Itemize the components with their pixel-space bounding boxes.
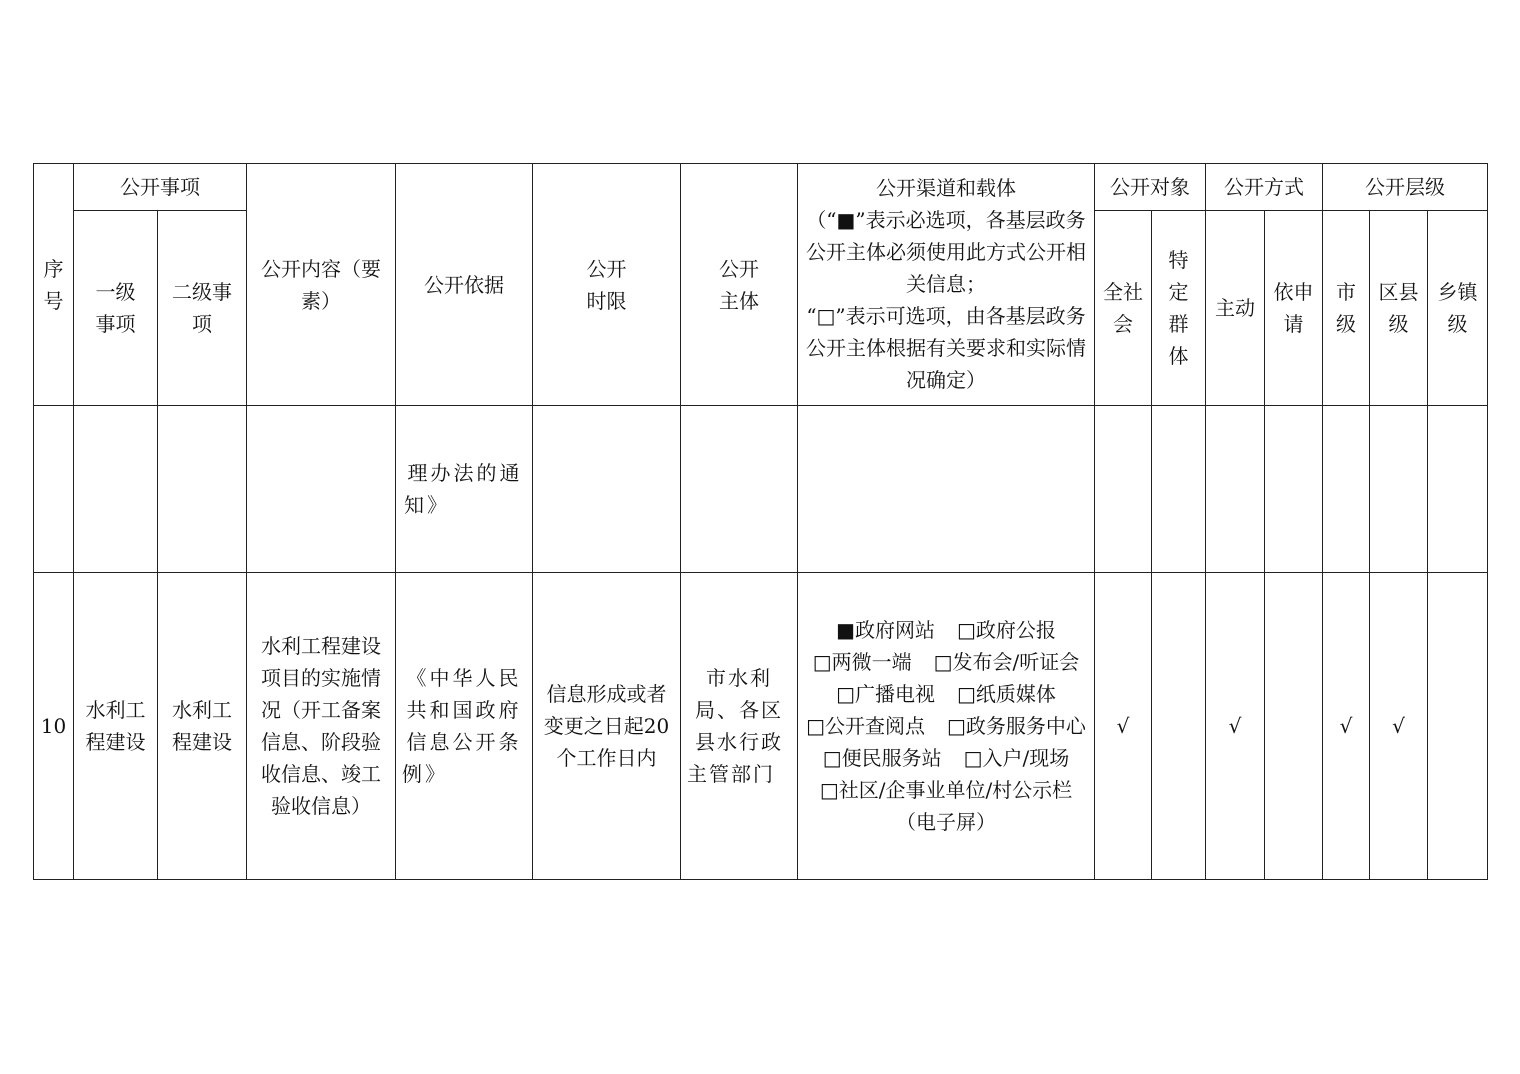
row10-time-limit: 信息形成或者变更之日起20个工作日内: [533, 573, 681, 880]
header-subject-line1: 公开: [719, 256, 759, 281]
row-10: [34, 573, 1488, 880]
cont-level-town: [1428, 406, 1488, 573]
channel-convenience-station: □便民服务站: [822, 746, 942, 770]
channel-line-1: [802, 614, 1090, 646]
header-row-1: [34, 164, 1488, 211]
cont-method-request: [1265, 406, 1323, 573]
row10-subject: 市水利局、各区县水行政主管部门: [681, 573, 798, 880]
row10-method-active: √: [1206, 573, 1265, 880]
cont-level2: [158, 406, 247, 573]
disclosure-table: [33, 163, 1488, 880]
header-target-specific: 特定群体: [1152, 211, 1206, 406]
channel-two-wei-one-duan: □两微一端: [812, 650, 912, 674]
cont-level1: [74, 406, 158, 573]
row10-target-specific: [1152, 573, 1206, 880]
header-level-district: 区县级: [1370, 211, 1428, 406]
row10-level2: 水利工程建设: [158, 573, 247, 880]
header-time-limit: [533, 164, 681, 406]
header-channel-note-1: （“■”表示必选项，各基层政务公开主体必须使用此方式公开相关信息；: [806, 208, 1086, 296]
channel-gov-bulletin: □政府公报: [957, 618, 1056, 642]
row10-target-public: √: [1095, 573, 1152, 880]
row10-level1: 水利工程建设: [74, 573, 158, 880]
channel-press-hearing: □发布会/听证会: [933, 650, 1080, 674]
row10-channels: [798, 573, 1095, 880]
header-channel-note-2: “□”表示可选项，由各基层政务公开主体根据有关要求和实际情况确定）: [806, 304, 1086, 392]
cont-time-limit: [533, 406, 681, 573]
cont-level-district: [1370, 406, 1428, 573]
cont-target-specific: [1152, 406, 1206, 573]
cont-content: [247, 406, 396, 573]
channel-gov-website: ■政府网站: [836, 618, 935, 642]
header-level1: 一级事项: [74, 211, 158, 406]
header-time-limit-line2: 时限: [586, 288, 627, 313]
channel-line-6: [802, 774, 1090, 838]
row10-level-town: [1428, 573, 1488, 880]
row10-basis: 《中华人民共和国政府信息公开条例》: [396, 573, 533, 880]
header-target-group: 公开对象: [1095, 164, 1206, 211]
channel-door-to-door: □入户/现场: [963, 746, 1070, 770]
channel-paper-media: □纸质媒体: [957, 682, 1056, 706]
header-level-city: 市级: [1323, 211, 1370, 406]
channel-public-reading: □公开查阅点: [806, 714, 925, 738]
header-level-group: 公开层级: [1323, 164, 1488, 211]
header-channel: [798, 164, 1095, 406]
header-method-group: 公开方式: [1206, 164, 1323, 211]
header-subject: [681, 164, 798, 406]
header-level-town: 乡镇级: [1428, 211, 1488, 406]
continuation-row: [34, 406, 1488, 573]
cont-basis: 理办法的通知》: [396, 406, 533, 573]
channel-line-2: [802, 646, 1090, 678]
channel-service-center: □政务服务中心: [947, 714, 1086, 738]
header-item-group: 公开事项: [74, 164, 247, 211]
header-basis: 公开依据: [396, 164, 533, 406]
header-channel-title: 公开渠道和载体: [876, 176, 1016, 200]
row10-method-request: [1265, 573, 1323, 880]
cont-method-active: [1206, 406, 1265, 573]
row10-level-district: √: [1370, 573, 1428, 880]
channel-radio-tv: □广播电视: [836, 682, 935, 706]
channel-line-3: [802, 678, 1090, 710]
cont-channels: [798, 406, 1095, 573]
header-method-active: 主动: [1206, 211, 1265, 406]
cont-level-city: [1323, 406, 1370, 573]
header-target-public: 全社会: [1095, 211, 1152, 406]
header-method-request: 依申请: [1265, 211, 1323, 406]
row10-content: 水利工程建设项目的实施情况（开工备案信息、阶段验收信息、竣工验收信息）: [247, 573, 396, 880]
header-time-limit-line1: 公开: [586, 256, 627, 281]
channel-line-5: [802, 742, 1090, 774]
cont-subject: [681, 406, 798, 573]
channel-bulletin-board: □社区/企事业单位/村公示栏（电子屏）: [819, 778, 1073, 834]
channel-line-4: [802, 710, 1090, 742]
cont-target-public: [1095, 406, 1152, 573]
row10-seq: 10: [34, 573, 74, 880]
row10-level-city: √: [1323, 573, 1370, 880]
header-level2: 二级事项: [158, 211, 247, 406]
header-subject-line2: 主体: [719, 288, 759, 313]
header-content: 公开内容（要素）: [247, 164, 396, 406]
header-seq: 序号: [34, 164, 74, 406]
cont-seq: [34, 406, 74, 573]
